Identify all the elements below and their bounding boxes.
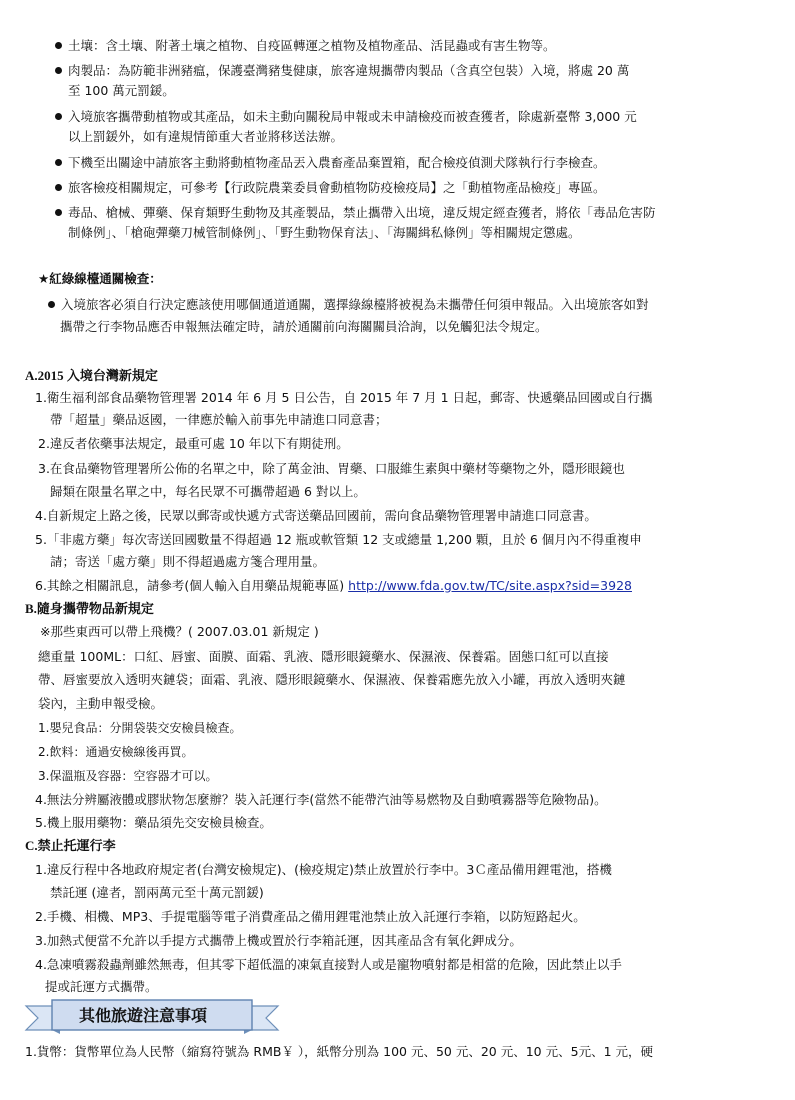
- bullet-icon: [55, 42, 62, 49]
- bullet-icon: [55, 184, 62, 191]
- rule-a-2: 2.違反者依藥事法規定，最重可處 10 年以下有期徒刑。: [38, 436, 349, 451]
- section-heading-c: C.禁止托運行李: [25, 838, 116, 853]
- bullet-item-declare-cont: 以上罰鍰外，如有違規情節重大者並將移送法辦。: [68, 129, 344, 144]
- carry-on-item-1: 1.嬰兒食品：分開袋裝交安檢員檢查。: [38, 721, 242, 735]
- section-heading-a: A.2015 入境台灣新規定: [25, 368, 158, 383]
- bullet-item-lanes-cont: 攜帶之行李物品應否申報無法確定時，請於通關前向海關關員洽詢，以免觸犯法令規定。: [60, 319, 548, 334]
- rule-a-5: 5.「非處方藥」每次寄送回國數量不得超過 12 瓶或軟管類 12 支或總量 1,200 顆，且於 6 個月內不得重複申: [35, 532, 642, 547]
- bullet-icon: [55, 159, 62, 166]
- rule-a-3: 3.在食品藥物管理署所公佈的名單之中，除了萬金油、胃藥、口服維生素與中藥材等藥物之外，隱形眼鏡也: [38, 461, 625, 476]
- bullet-item-lanes: 入境旅客必須自行決定應該使用哪個通道通關，選擇綠線檯將被視為未攜帶任何須申報品。入出境旅客如對: [48, 297, 649, 313]
- rule-c-4-cont: 提或託運方式攜帶。: [45, 979, 158, 994]
- bullet-icon: [55, 209, 62, 216]
- section-heading-b: B.隨身攜帶物品新規定: [25, 601, 154, 616]
- bullet-item-soil: 土壤：含土壤、附著土壤之植物、自疫區轉運之植物及植物產品、活昆蟲或有害生物等。: [55, 38, 556, 54]
- carry-on-item-2: 2.飲料：通過安檢線後再買。: [38, 745, 194, 759]
- carry-on-item-4: 4.無法分辨屬液體或膠狀物怎麼辦？裝入託運行李(當然不能帶汽油等易燃物及自動噴霧器等危險物品)。: [35, 792, 607, 807]
- bullet-icon: [55, 67, 62, 74]
- rule-c-4: 4.急凍噴霧殺蟲劑雖然無毒，但其零下超低溫的凍氣直接對人或是寵物噴射都是相當的危險，因此禁止以手: [35, 957, 622, 972]
- fda-link[interactable]: http://www.fda.gov.tw/TC/site.aspx?sid=3928: [348, 578, 632, 593]
- currency-item: 1.貨幣：貨幣單位為人民幣（縮寫符號為 RMB￥ ），紙幣分別為 100 元、50 元、20 元、10 元、5元、1 元，硬: [25, 1044, 653, 1059]
- carry-on-liquids-cont-1: 帶、唇蜜要放入透明夾鏈袋；面霜、乳液、隱形眼鏡藥水、保濕液、保養霜應先放入小罐，再放入透明夾鏈: [38, 672, 626, 687]
- bullet-item-meat-cont: 至 100 萬元罰鍰。: [68, 83, 175, 98]
- rule-a-3-cont: 歸類在限量名單之中，每名民眾不可攜帶超過 6 對以上。: [50, 484, 366, 499]
- rule-a-6: 6.其餘之相關訊息，請參考(個人輸入自用藥品規範專區) http://www.fda.gov.tw/TC/site.aspx?sid=3928: [35, 578, 632, 593]
- rule-c-1: 1.違反行程中各地政府規定者(台灣安檢規定)、(檢疫規定)禁止放置於行李中。3Ｃ產品備用鋰電池，搭機: [35, 862, 612, 877]
- carry-on-item-5: 5.機上服用藥物：藥品須先交安檢員檢查。: [35, 815, 272, 830]
- rule-c-2: 2.手機、相機、MP3、手提電腦等電子消費產品之備用鋰電池禁止放入託運行李箱，以防短路起火。: [35, 909, 586, 924]
- bullet-item-prohibited-cont: 制條例」、「槍砲彈藥刀械管制條例」、「野生動物保育法」、「海關緝私條例」等相關規定懲處。: [68, 225, 581, 240]
- rule-a-5-cont: 請；寄送「處方藥」則不得超過處方箋合理用量。: [50, 554, 326, 569]
- rule-a-4: 4.自新規定上路之後，民眾以郵寄或快遞方式寄送藥品回國前，需向食品藥物管理署申請進口同意書。: [35, 508, 597, 523]
- rule-a-1-cont: 帶「超量」藥品返國，一律應於輸入前事先申請進口同意書；: [50, 412, 388, 427]
- bullet-icon: [48, 301, 55, 308]
- bullet-item-declare: 入境旅客攜帶動植物或其產品，如未主動向關稅局申報或未申請檢疫而被查獲者，除處新臺幣 3,000 元: [55, 109, 637, 125]
- bullet-item-reference: 旅客檢疫相關規定，可參考【行政院農業委員會動植物防疫檢疫局】之「動植物產品檢疫」專區。: [55, 180, 606, 196]
- carry-on-item-3: 3.保溫瓶及容器：空容器才可以。: [38, 769, 218, 783]
- rule-c-3: 3.加熱式便當不允許以手提方式攜帶上機或置於行李箱託運，因其產品含有氧化鉀成分。: [35, 933, 522, 948]
- carry-on-question: ※那些東西可以帶上飛機？( 2007.03.01 新規定 ): [40, 624, 319, 639]
- carry-on-liquids-cont-2: 袋內，主動申報受檢。: [38, 696, 164, 711]
- bullet-item-disposal: 下機至出關途中請旅客主動將動植物產品丟入農畜產品棄置箱，配合檢疫偵測犬隊執行行李檢查。: [55, 155, 606, 171]
- bullet-item-prohibited: 毒品、槍械、彈藥、保育類野生動物及其產製品，禁止攜帶入出境，違反規定經查獲者，將依「毒品危害防: [55, 205, 656, 221]
- rule-c-1-cont: 禁託運 (違者，罰兩萬元至十萬元罰鍰): [50, 885, 264, 900]
- rule-a-1: 1.衛生福利部食品藥物管理署 2014 年 6 月 5 日公告，自 2015 年 7 月 1 日起，郵寄、快遞藥品回國或自行攜: [35, 390, 653, 405]
- section-heading-customs-lanes: ★紅綠線檯通關檢查：: [38, 271, 162, 286]
- carry-on-liquids: 總重量 100ML：口紅、唇蜜、面膜、面霜、乳液、隱形眼鏡藥水、保濕液、保養霜。固態口紅可以直接: [38, 649, 609, 664]
- bullet-icon: [55, 113, 62, 120]
- banner-title: 其他旅遊注意事項: [78, 1006, 207, 1025]
- bullet-item-meat: 肉製品：為防範非洲豬瘟，保護臺灣豬隻健康，旅客違規攜帶肉製品（含真空包裝）入境，將處 20 萬: [55, 63, 629, 79]
